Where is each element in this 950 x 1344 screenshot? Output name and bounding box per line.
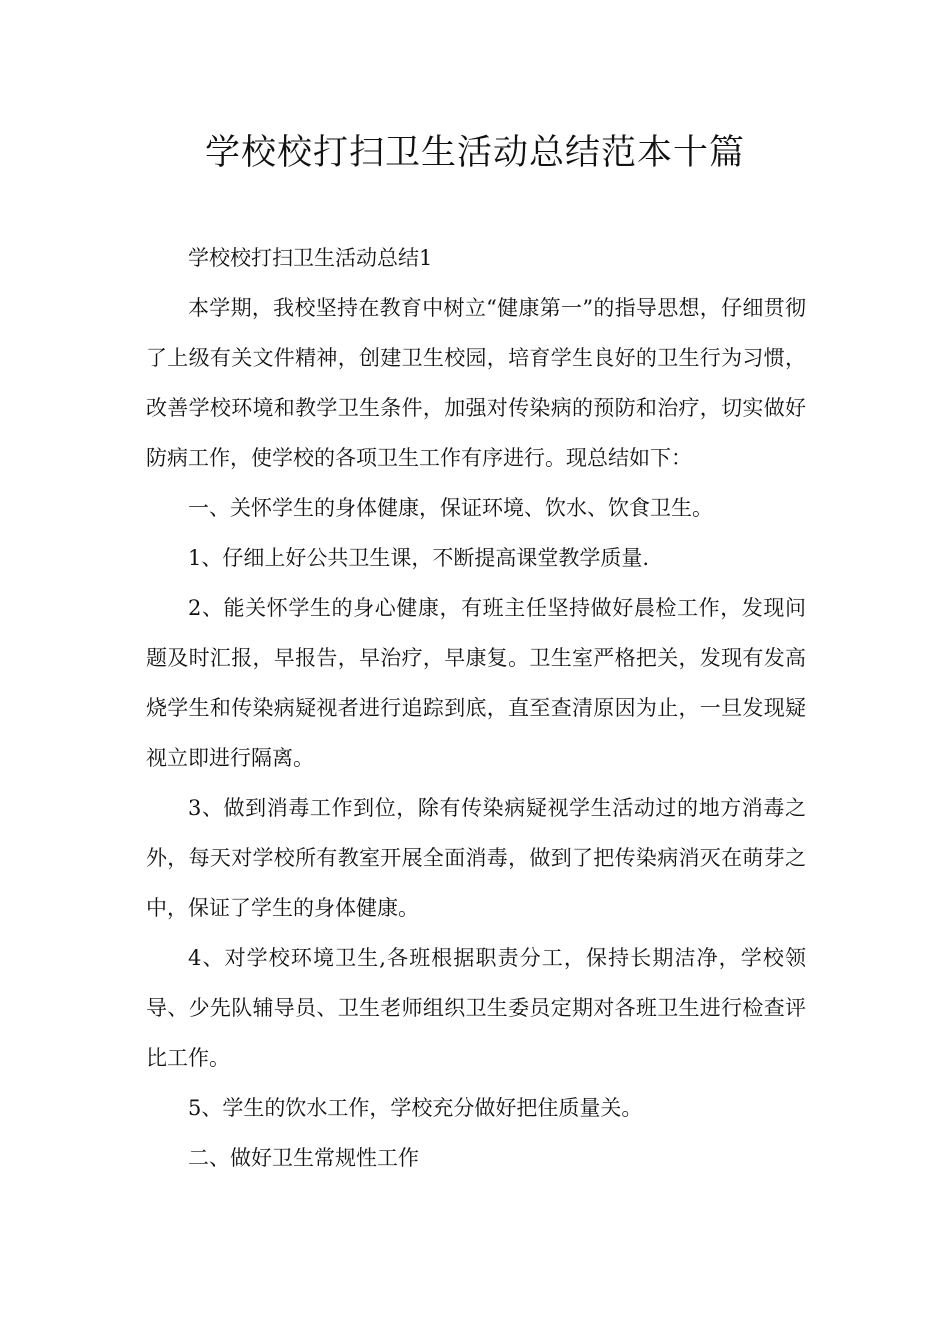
section-heading: 学校校打扫卫生活动总结1 bbox=[188, 246, 433, 270]
list-item-paragraph: 1、仔细上好公共卫生课，不断提高课堂教学质量. bbox=[188, 546, 650, 570]
section-heading: 二、做好卫生常规性工作 bbox=[188, 1146, 419, 1170]
list-item-paragraph: 5、学生的饮水工作，学校充分做好把住质量关。 bbox=[188, 1096, 643, 1120]
list-item-paragraph: 4、对学校环境卫生,各班根据职责分工，保持长期洁净，学校领导、少先队辅导员、卫生老师组织卫生委员定期对各班卫生进行检查评比工作。 bbox=[146, 946, 806, 1070]
intro-paragraph: 本学期，我校坚持在教育中树立“健康第一”的指导思想，仔细贯彻了上级有关文件精神，创建卫生校园，培育学生良好的卫生行为习惯，改善学校环境和教学卫生条件，加强对传染病的预防和治疗，切实做好防病工作，使学校的各项卫生工作有序进行。现总结如下： bbox=[146, 296, 806, 470]
document-title: 学校校打扫卫生活动总结范本十篇 bbox=[204, 133, 745, 173]
list-item-paragraph: 2、能关怀学生的身心健康，有班主任坚持做好晨检工作，发现问题及时汇报，早报告，早治疗，早康复。卫生室严格把关，发现有发高烧学生和传染病疑视者进行追踪到底，直至查清原因为止，一旦发现疑视立即进行隔离。 bbox=[146, 596, 806, 770]
list-item-paragraph: 3、做到消毒工作到位，除有传染病疑视学生活动过的地方消毒之外，每天对学校所有教室开展全面消毒，做到了把传染病消灭在萌芽之中，保证了学生的身体健康。 bbox=[146, 796, 806, 920]
document-body bbox=[146, 233, 806, 1183]
section-heading: 一、关怀学生的身体健康，保证环境、饮水、饮食卫生。 bbox=[188, 496, 713, 520]
